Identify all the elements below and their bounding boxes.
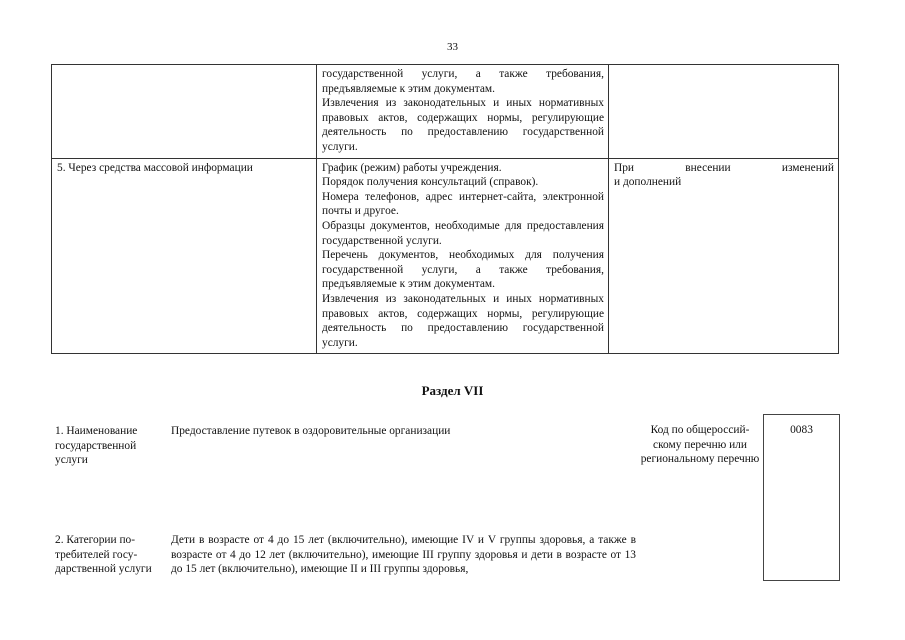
table-cell-method: 5. Через средства массовой информации xyxy=(52,158,317,354)
code-box: 0083 xyxy=(763,414,840,581)
frequency-line xyxy=(614,161,834,176)
service-name-label: 1. Наименование государственной услуги xyxy=(55,425,138,467)
page-number: 33 xyxy=(447,41,458,53)
content-paragraph: График (режим) работы учреждения. xyxy=(322,161,502,174)
content-paragraph: Извлечения из законодательных и иных нормативных правовых актов, содержащих нормы, регулирующие деятельность по предоставлению государственной услуги. xyxy=(322,292,604,349)
table-cell-frequency xyxy=(609,158,839,354)
frequency-line: и дополнений xyxy=(614,176,682,189)
consumer-category-value: Дети в возрасте от 4 до 15 лет (включительно), имеющие IV и V группы здоровья, а также в возрасте от 4 до 12 лет (включительно), имеющие III группу здоровья и дети в возрасте от 13 до 15 лет (включительно), имеющие II и III группы здоровья, xyxy=(171,534,636,576)
service-name-value: Предоставление путевок в оздоровительные организации xyxy=(171,425,451,437)
content-paragraph: Извлечения из законодательных и иных нормативных правовых актов, содержащих нормы, регулирующие деятельность по предоставлению государственной услуги. xyxy=(322,97,604,153)
table-cell-method xyxy=(52,65,317,159)
content-paragraph: Порядок получения консультаций (справок). xyxy=(322,176,539,189)
table-row xyxy=(52,158,839,354)
info-table xyxy=(51,64,839,354)
consumer-category-label: 2. Категории потребителей государственной услуги xyxy=(55,534,152,576)
content-paragraph: Образцы документов, необходимые для предоставления государственной услуги. xyxy=(322,219,604,247)
content-paragraph: Номера телефонов, адрес интернет-сайта, электронной почты и другое. xyxy=(322,190,604,218)
frequency-word: изменений xyxy=(781,161,834,174)
section-title: Раздел VII xyxy=(421,383,484,398)
code-label: Код по общероссийскому перечню или региональному перечню xyxy=(640,424,760,466)
table-cell-frequency xyxy=(609,65,839,159)
frequency-word: При xyxy=(614,161,635,174)
frequency-word: внесении xyxy=(685,161,731,174)
table-row xyxy=(52,65,839,159)
table-cell-content xyxy=(317,65,609,159)
content-paragraph: государственной услуги, а также требования, предъявляемые к этим документам. xyxy=(322,68,604,95)
content-paragraph: Перечень документов, необходимых для получения государственной услуги, а также требования, предъявляемые к этим документам. xyxy=(322,249,604,291)
table-cell-content xyxy=(317,158,609,354)
